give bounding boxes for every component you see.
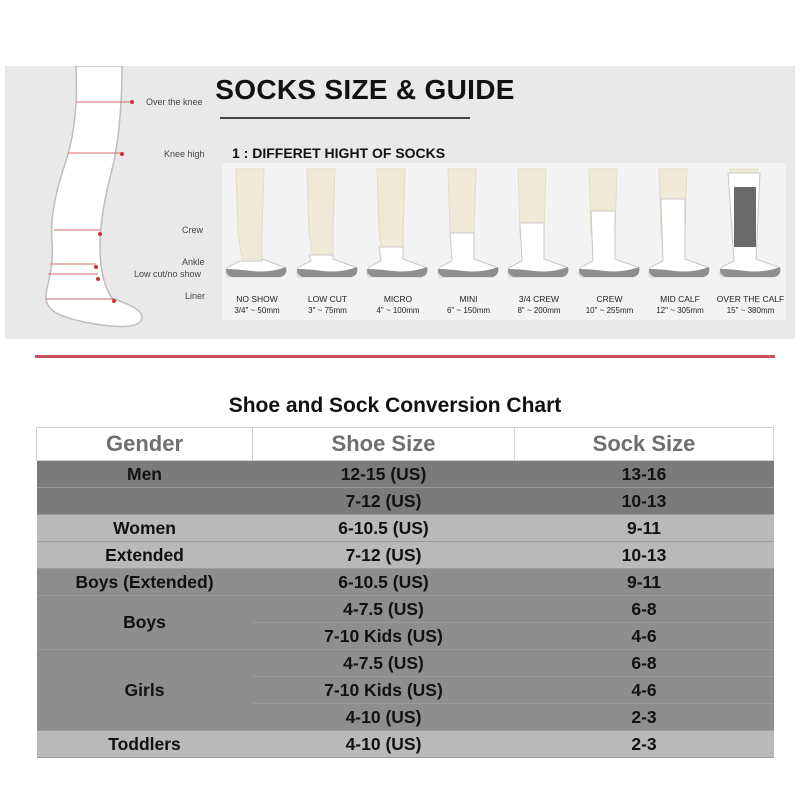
sock-type-name: OVER THE CALF bbox=[716, 294, 785, 304]
sock-type-range: 3/4" ~ 50mm bbox=[234, 306, 280, 315]
sock-size-cell: 10-13 bbox=[515, 488, 774, 515]
sock-type-item bbox=[293, 163, 363, 320]
title-underline bbox=[220, 117, 470, 119]
conversion-table bbox=[36, 427, 774, 758]
sock-type-item bbox=[575, 163, 645, 320]
sock-size-cell: 2-3 bbox=[515, 731, 774, 758]
gender-cell: Extended bbox=[37, 542, 253, 569]
section-divider bbox=[35, 355, 775, 358]
section-heading: 1 : DIFFERET HIGHT OF SOCKS bbox=[232, 145, 446, 161]
shoe-size-cell: 4-10 (US) bbox=[253, 704, 515, 731]
gender-cell: Men bbox=[37, 461, 253, 488]
sock-illustration bbox=[575, 163, 645, 288]
label-over-the-knee: Over the knee bbox=[146, 97, 203, 107]
sock-size-cell: 9-11 bbox=[515, 515, 774, 542]
guide-title: SOCKS SIZE & GUIDE bbox=[215, 74, 515, 105]
sock-type-name: LOW CUT bbox=[307, 294, 348, 304]
table-row bbox=[37, 542, 774, 569]
shoe-size-cell: 4-7.5 (US) bbox=[253, 650, 515, 677]
sock-size-cell: 10-13 bbox=[515, 542, 774, 569]
sock-type-range: 3" ~ 75mm bbox=[308, 306, 347, 315]
sock-size-cell: 13-16 bbox=[515, 461, 774, 488]
table-row bbox=[37, 731, 774, 758]
sock-illustration bbox=[504, 163, 574, 288]
sock-type-range: 12" ~ 305mm bbox=[656, 306, 704, 315]
sock-size-cell: 4-6 bbox=[515, 623, 774, 650]
sock-illustration bbox=[222, 163, 292, 288]
sock-type-range: 15" ~ 380mm bbox=[726, 306, 775, 315]
label-low-cut: Low cut/no show bbox=[134, 269, 202, 279]
sock-type-item bbox=[645, 163, 715, 320]
label-knee-high: Knee high bbox=[164, 149, 205, 159]
table-row bbox=[37, 488, 774, 515]
shoe-size-cell: 12-15 (US) bbox=[253, 461, 515, 488]
sock-type-item bbox=[504, 163, 574, 320]
sock-type-range: 6" ~ 150mm bbox=[446, 306, 491, 315]
sock-type-name: MINI bbox=[459, 294, 478, 304]
header-gender: Gender bbox=[37, 428, 253, 461]
sock-type-range: 10" ~ 255mm bbox=[585, 306, 634, 315]
table-header-row bbox=[37, 428, 774, 461]
table-row bbox=[37, 515, 774, 542]
sock-type-item bbox=[434, 163, 504, 320]
label-ankle: Ankle bbox=[182, 257, 205, 267]
sock-type-item bbox=[363, 163, 433, 320]
shoe-size-cell: 7-12 (US) bbox=[253, 488, 515, 515]
sock-size-cell: 6-8 bbox=[515, 650, 774, 677]
header-sock-size: Sock Size bbox=[515, 428, 774, 461]
sock-illustration bbox=[716, 163, 786, 288]
chart-title: Shoe and Sock Conversion Chart bbox=[228, 394, 562, 417]
sock-type-name: CREW bbox=[596, 294, 623, 304]
sock-type-name: 3/4 CREW bbox=[518, 294, 560, 304]
gender-cell: Girls bbox=[37, 650, 253, 731]
table-row bbox=[37, 461, 774, 488]
gender-cell bbox=[37, 488, 253, 515]
table-row bbox=[37, 650, 774, 677]
shoe-size-cell: 4-10 (US) bbox=[253, 731, 515, 758]
gender-cell: Women bbox=[37, 515, 253, 542]
gender-cell: Boys (Extended) bbox=[37, 569, 253, 596]
gender-cell: Toddlers bbox=[37, 731, 253, 758]
header-shoe-size: Shoe Size bbox=[253, 428, 515, 461]
sock-size-cell: 4-6 bbox=[515, 677, 774, 704]
shoe-size-cell: 4-7.5 (US) bbox=[253, 596, 515, 623]
sock-illustration bbox=[645, 163, 715, 288]
label-crew: Crew bbox=[182, 225, 204, 235]
sock-illustration bbox=[434, 163, 504, 288]
shoe-size-cell: 7-10 Kids (US) bbox=[253, 623, 515, 650]
shoe-size-cell: 7-10 Kids (US) bbox=[253, 677, 515, 704]
sock-size-cell: 6-8 bbox=[515, 596, 774, 623]
shoe-size-cell: 6-10.5 (US) bbox=[253, 569, 515, 596]
sock-type-range: 8" ~ 200mm bbox=[517, 306, 561, 315]
shoe-size-cell: 7-12 (US) bbox=[253, 542, 515, 569]
sock-types-strip bbox=[222, 163, 786, 320]
label-liner: Liner bbox=[185, 291, 206, 301]
sock-type-item bbox=[222, 163, 292, 320]
sock-size-cell: 9-11 bbox=[515, 569, 774, 596]
sock-type-name: MID CALF bbox=[660, 294, 700, 304]
sock-illustration bbox=[363, 163, 433, 288]
sock-type-name: MICRO bbox=[383, 294, 413, 304]
sock-illustration bbox=[293, 163, 363, 288]
shoe-size-cell: 6-10.5 (US) bbox=[253, 515, 515, 542]
sock-size-cell: 2-3 bbox=[515, 704, 774, 731]
table-row bbox=[37, 569, 774, 596]
table-row bbox=[37, 596, 774, 623]
gender-cell: Boys bbox=[37, 596, 253, 650]
sock-type-range: 4" ~ 100mm bbox=[376, 306, 420, 315]
sock-type-item bbox=[716, 163, 786, 320]
sock-type-name: NO SHOW bbox=[236, 294, 278, 304]
leg-outline bbox=[46, 66, 142, 326]
